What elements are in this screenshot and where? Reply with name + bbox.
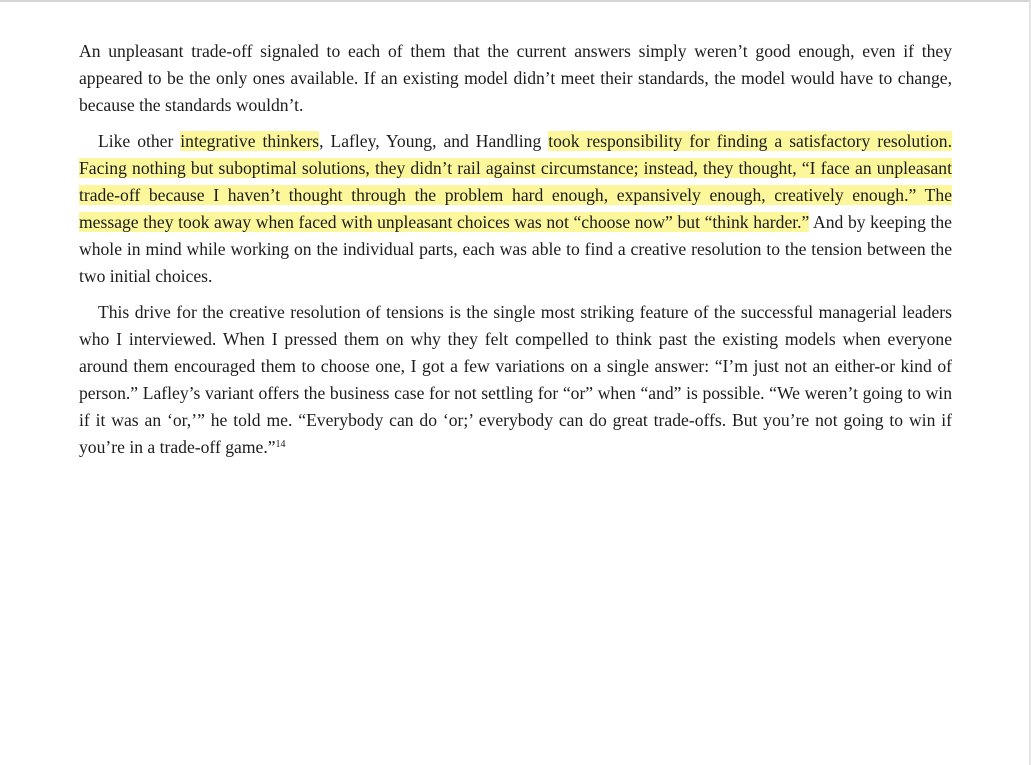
paragraph-1-text: An unpleasant trade-off signaled to each of them that the current answers simply weren’t good enough, even if they appeared to be the only ones available. If an existing model didn’t meet their standards, the model would have to change, because the standards wouldn’t.	[79, 41, 952, 115]
paragraph-1[interactable]	[79, 38, 952, 119]
footnote-reference[interactable]: 14	[275, 439, 286, 450]
text-body[interactable]	[79, 38, 952, 470]
highlight-integrative-thinkers[interactable]: integrative thinkers	[180, 131, 320, 151]
paragraph-2[interactable]	[79, 128, 952, 290]
paragraph-2-segment-2: , Lafley, Young, and Handling	[319, 131, 549, 151]
highlight-took-responsibility[interactable]: took responsibility for finding a satisfactory resolution. Facing nothing but suboptimal solutions, they didn’t rail against circumstance; instead, they thought, “I face an unpleasant trade-off because I haven’t thought through the problem hard enough, expansively enough, creatively enough.” The message they took away when faced with unpleasant choices was not “choose now” but “think harder.”	[79, 131, 952, 232]
paragraph-2-segment-3: And by keeping the whole in mind while working on the individual parts, each was able to find a creative resolution to the tension between the two initial choices.	[79, 212, 952, 286]
paragraph-2-segment-1: Like other	[98, 131, 181, 151]
paragraph-3-text: This drive for the creative resolution of tensions is the single most striking feature of the successful managerial leaders who I interviewed. When I pressed them on why they felt compelled to think past the existing models when everyone around them encouraged them to choose one, I got a few variations on a single answer: “I’m just not an either-or kind of person.” Lafley’s variant offers the business case for not settling for “or” when “and” is possible. “We weren’t going to win if it was an ‘or,’” he told me. “Everybody can do ‘or;’ everybody can do great trade-offs. But you’re not going to win if you’re in a trade-off game.”	[79, 302, 952, 457]
paragraph-3[interactable]	[79, 299, 952, 461]
document-page[interactable]	[0, 2, 1029, 765]
